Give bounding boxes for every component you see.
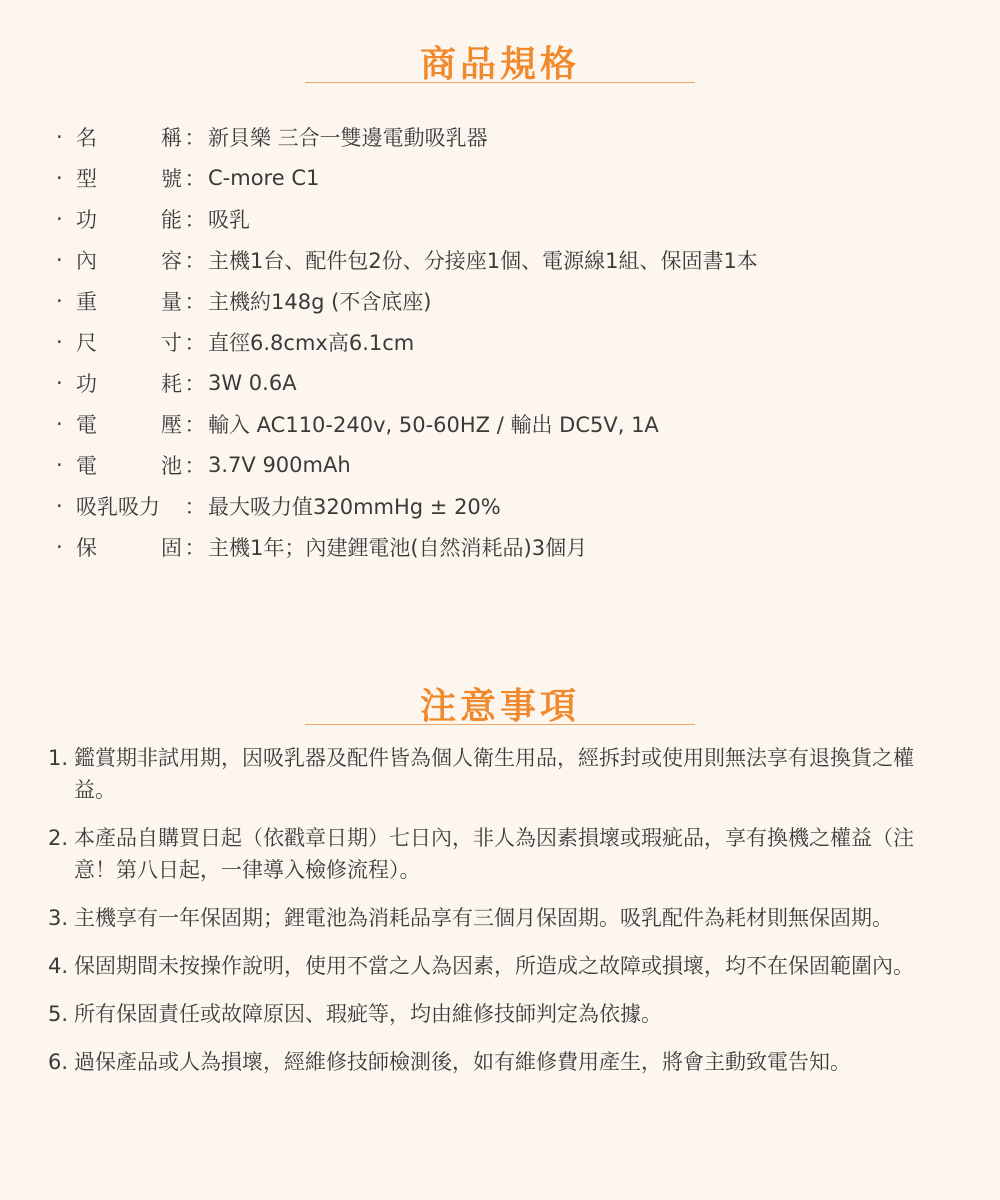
notes-divider — [305, 724, 695, 725]
spec-bullet: · — [56, 206, 63, 231]
spec-colon: ： — [184, 412, 206, 437]
note-text: 本產品自購買日起（依戳章日期）七日內，非人為因素損壞或瑕疵品，享有換機之權益（注意！第八日起，一律導入檢修流程）。 — [74, 826, 914, 882]
notes-list — [48, 742, 948, 1094]
spec-row — [56, 444, 758, 485]
spec-bullet: · — [56, 411, 63, 436]
spec-value: 輸入 AC110-240v, 50-60HZ / 輸出 DC5V, 1A — [208, 412, 659, 437]
spec-row — [56, 321, 758, 362]
spec-label — [76, 450, 182, 480]
spec-label — [76, 204, 182, 234]
spec-label-part: 稱 — [161, 125, 182, 150]
spec-label — [76, 245, 182, 275]
spec-label — [76, 409, 182, 439]
spec-label-part: 名 — [76, 125, 97, 150]
spec-bullet: · — [56, 165, 63, 190]
spec-bullet: · — [56, 247, 63, 272]
spec-label-part: 電 — [76, 412, 97, 437]
spec-label — [76, 327, 182, 357]
spec-bullet: · — [56, 124, 63, 149]
note-item — [48, 742, 948, 806]
spec-colon: ： — [184, 535, 206, 560]
spec-label-part: 量 — [161, 289, 182, 314]
spec-row — [56, 239, 758, 280]
note-item — [48, 822, 948, 886]
spec-colon: ： — [184, 125, 206, 150]
note-text: 所有保固責任或故障原因、瑕疵等，均由維修技師判定為依據。 — [74, 1002, 662, 1026]
note-item — [48, 950, 948, 982]
spec-colon: ： — [184, 289, 206, 314]
spec-list — [56, 116, 758, 567]
spec-row — [56, 280, 758, 321]
spec-value: 直徑6.8cmx高6.1cm — [208, 330, 415, 355]
spec-colon: ： — [184, 453, 206, 478]
note-text: 過保產品或人為損壞，經維修技師檢測後，如有維修費用產生，將會主動致電告知。 — [74, 1050, 851, 1074]
note-item — [48, 1046, 948, 1078]
spec-value: C-more C1 — [208, 165, 320, 190]
spec-colon: ： — [184, 330, 206, 355]
spec-colon: ： — [184, 494, 206, 519]
spec-colon: ： — [184, 207, 206, 232]
spec-label-part: 固 — [161, 535, 182, 560]
spec-label — [76, 491, 182, 521]
spec-label-part: 吸乳吸力 — [76, 494, 160, 519]
spec-label-part: 內 — [76, 248, 97, 273]
note-item — [48, 998, 948, 1030]
note-number: 3. — [48, 906, 69, 930]
spec-title: 商品規格 — [419, 43, 580, 85]
spec-bullet: · — [56, 534, 63, 559]
spec-colon: ： — [184, 371, 206, 396]
note-text: 主機享有一年保固期；鋰電池為消耗品享有三個月保固期。吸乳配件為耗材則無保固期。 — [74, 906, 893, 930]
spec-divider — [305, 82, 695, 83]
spec-label-part: 尺 — [76, 330, 97, 355]
spec-bullet: · — [56, 370, 63, 395]
spec-bullet: · — [56, 329, 63, 354]
spec-row — [56, 116, 758, 157]
spec-bullet: · — [56, 452, 63, 477]
spec-value: 吸乳 — [208, 207, 250, 232]
note-number: 5. — [48, 1002, 69, 1026]
spec-row — [56, 198, 758, 239]
spec-label — [76, 368, 182, 398]
spec-row — [56, 403, 758, 444]
spec-label-part: 功 — [76, 371, 97, 396]
spec-value: 主機1年；內建鋰電池(自然消耗品)3個月 — [208, 535, 588, 560]
spec-label — [76, 286, 182, 316]
spec-label-part: 保 — [76, 535, 97, 560]
note-number: 1. — [48, 746, 69, 770]
spec-value: 3W 0.6A — [208, 370, 297, 395]
note-number: 6. — [48, 1050, 69, 1074]
note-item — [48, 902, 948, 934]
spec-bullet: · — [56, 288, 63, 313]
spec-value: 新貝樂 三合一雙邊電動吸乳器 — [208, 125, 488, 150]
spec-row — [56, 526, 758, 567]
spec-value: 主機1台、配件包2份、分接座1個、電源線1組、保固書1本 — [208, 248, 758, 273]
spec-label-part: 池 — [161, 453, 182, 478]
notes-title: 注意事項 — [419, 685, 580, 727]
note-text: 保固期間未按操作說明，使用不當之人為因素，所造成之故障或損壞，均不在保固範圍內。 — [74, 954, 914, 978]
spec-row — [56, 485, 758, 526]
note-number: 2. — [48, 826, 69, 850]
spec-colon: ： — [184, 248, 206, 273]
spec-label-part: 容 — [161, 248, 182, 273]
spec-label — [76, 163, 182, 193]
spec-row — [56, 157, 758, 198]
spec-label-part: 功 — [76, 207, 97, 232]
spec-value: 主機約148g (不含底座) — [208, 289, 432, 314]
spec-label — [76, 122, 182, 152]
spec-label-part: 號 — [161, 166, 182, 191]
spec-label-part: 型 — [76, 166, 97, 191]
note-text: 鑑賞期非試用期，因吸乳器及配件皆為個人衛生用品，經拆封或使用則無法享有退換貨之權益。 — [74, 746, 914, 802]
spec-label-part: 重 — [76, 289, 97, 314]
spec-label-part: 壓 — [161, 412, 182, 437]
spec-value: 最大吸力值320mmHg ± 20% — [208, 494, 501, 519]
spec-label — [76, 532, 182, 562]
spec-label-part: 耗 — [161, 371, 182, 396]
note-number: 4. — [48, 954, 69, 978]
spec-value: 3.7V 900mAh — [208, 452, 351, 477]
spec-bullet: · — [56, 493, 63, 518]
spec-label-part: 寸 — [161, 330, 182, 355]
spec-label-part: 能 — [161, 207, 182, 232]
spec-row — [56, 362, 758, 403]
spec-label-part: 電 — [76, 453, 97, 478]
spec-colon: ： — [184, 166, 206, 191]
